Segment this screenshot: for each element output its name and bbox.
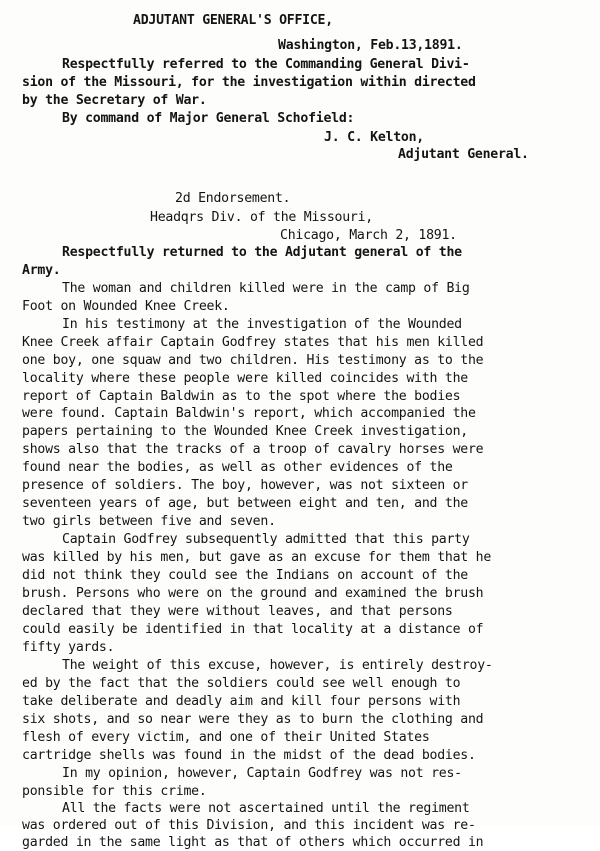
text-line: was ordered out of this Division, and this incident was re- bbox=[22, 818, 476, 833]
text-line: report of Captain Baldwin as to the spot where the bodies bbox=[22, 389, 461, 404]
text-line: locality where these people were killed coincides with the bbox=[22, 371, 468, 386]
signature-title: Adjutant General. bbox=[398, 147, 529, 162]
text-line: papers pertaining to the Wounded Knee Creek investigation, bbox=[22, 424, 468, 439]
command-line: By command of Major General Schofield: bbox=[62, 111, 355, 126]
text-line: In my opinion, however, Captain Godfrey was not res- bbox=[62, 766, 462, 781]
text-line: flesh of every victim, and one of their United States bbox=[22, 730, 430, 745]
text-line: by the Secretary of War. bbox=[22, 93, 207, 108]
office-heading: ADJUTANT GENERAL'S OFFICE, bbox=[133, 13, 333, 28]
signature-name: J. C. Kelton, bbox=[324, 130, 424, 145]
text-line: Knee Creek affair Captain Godfrey states that his men killed bbox=[22, 335, 484, 350]
text-line: found near the bodies, as well as other evidences of the bbox=[22, 460, 453, 475]
text-line: Captain Godfrey subsequently admitted that this party bbox=[62, 532, 470, 547]
text-line: shows also that the tracks of a troop of cavalry horses were bbox=[22, 442, 484, 457]
text-line: ponsible for this crime. bbox=[22, 784, 207, 799]
endorsement-heading: 2d Endorsement. bbox=[175, 191, 291, 206]
text-line: All the facts were not ascertained until the regiment bbox=[62, 801, 470, 816]
text-line: was killed by his men, but gave as an excuse for them that he bbox=[22, 550, 492, 565]
text-line: two girls between five and seven. bbox=[22, 514, 276, 529]
text-line: Respectfully referred to the Commanding General Divi- bbox=[62, 57, 470, 72]
text-line: garded in the same light as that of others which occurred in bbox=[22, 835, 484, 850]
text-line: declared that they were without leaves, and that persons bbox=[22, 604, 453, 619]
text-line: The woman and children killed were in the camp of Big bbox=[62, 281, 470, 296]
text-line: ed by the fact that the soldiers could see well enough to bbox=[22, 676, 461, 691]
text-line: could easily be identified in that locality at a distance of bbox=[22, 622, 484, 637]
text-line: sion of the Missouri, for the investigation within directed bbox=[22, 75, 476, 90]
text-line: seventeen years of age, but between eight and ten, and the bbox=[22, 496, 468, 511]
text-line: brush. Persons who were on the ground and examined the brush bbox=[22, 586, 484, 601]
text-line: take deliberate and deadly aim and kill four persons with bbox=[22, 694, 461, 709]
text-line: Respectfully returned to the Adjutant general of the bbox=[62, 245, 462, 260]
text-line: cartridge shells was found in the midst of the dead bodies. bbox=[22, 748, 476, 763]
text-line: six shots, and so near were they as to burn the clothing and bbox=[22, 712, 484, 727]
text-line: were found. Captain Baldwin's report, which accompanied the bbox=[22, 406, 476, 421]
text-line: Army. bbox=[22, 263, 61, 278]
washington-dateline: Washington, Feb.13,1891. bbox=[278, 38, 463, 53]
text-line: presence of soldiers. The boy, however, was not sixteen or bbox=[22, 478, 468, 493]
text-line: did not think they could see the Indians on account of the bbox=[22, 568, 468, 583]
headquarters-line: Headqrs Div. of the Missouri, bbox=[150, 210, 373, 225]
text-line: one boy, one squaw and two children. His testimony as to the bbox=[22, 353, 484, 368]
text-line: Foot on Wounded Knee Creek. bbox=[22, 299, 230, 314]
text-line: fifty yards. bbox=[22, 640, 115, 655]
text-line: In his testimony at the investigation of the Wounded bbox=[62, 317, 462, 332]
text-line: The weight of this excuse, however, is entirely destroy- bbox=[62, 658, 493, 673]
chicago-dateline: Chicago, March 2, 1891. bbox=[280, 228, 457, 243]
